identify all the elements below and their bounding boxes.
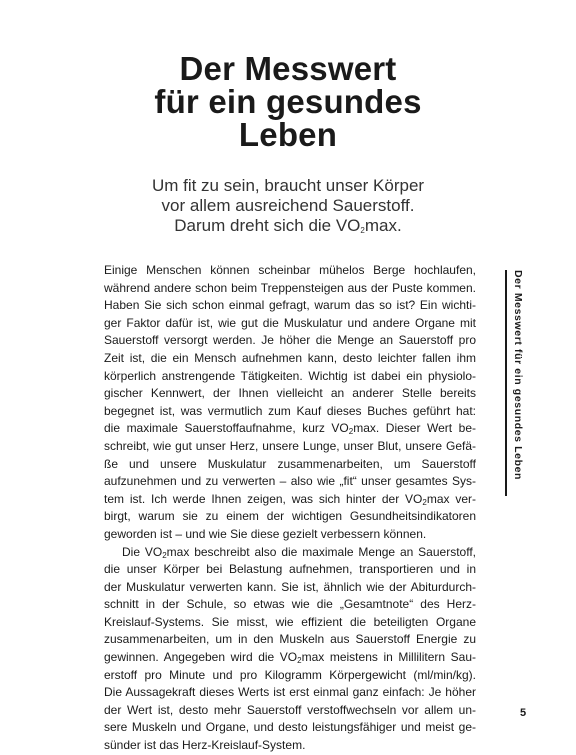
body-line [104,508,476,526]
body-text-segment: gewinnen. Angegeben wird die VO [104,650,298,665]
body-line [104,385,476,403]
body-text-segment: Die Aussagekraft dieses Werts ist erst einmal ganz einfach: Je höher [104,685,476,700]
running-head [508,270,528,500]
subscript: 2 [360,226,365,235]
body-text-segment: schreibt, wie gut unser Herz, unsere Lunge, unser Blut, unsere Gefä- [104,438,476,453]
body-text-segment: max beschreibt also die maximale Menge an Sauerstoff, [166,544,476,559]
body-text-segment: der Wert ist, desto mehr Sauerstoff verstoffwechseln vor allem un- [104,702,476,717]
running-head-text: Der Messwert für ein gesundes Leben [512,270,524,481]
body-text-segment: erstoff pro Minute und pro Kilogramm Körpergewicht (ml/min/kg). [104,667,476,682]
body-text-segment: sere Muskeln und Organe, und desto leistungsfähiger und meist ge- [104,720,476,735]
body-text-segment: zusammenarbeiten, um in den Muskeln aus Sauerstoff Energie zu [104,632,476,647]
body-line [104,719,476,737]
body-text-segment: max. Dieser Wert be- [353,421,477,436]
running-head-rule [505,270,507,496]
body-line [104,544,476,562]
subtitle-line: vor allem ausreichend Sauerstoff. [161,196,415,215]
subscript: 2 [162,550,167,560]
subtitle [0,176,576,236]
body-text-segment: tem ist. Ich werde Ihnen zeigen, was sich hinter der VO [104,491,423,506]
body-line [104,614,476,632]
body-line [104,684,476,702]
body-line [104,491,476,509]
body-text-segment: Sauerstoff versorgt werden. Je höher die Menge an Sauerstoff pro [104,333,476,348]
body-line [104,262,476,280]
body-text-segment: sünder ist das Herz-Kreislauf-System. [104,738,306,753]
body-text-segment: gischer Kennwert, der Ihnen vielleicht an anderer Stelle bereits [104,386,476,401]
body-line [104,737,476,755]
body-line [104,297,476,315]
body-text-segment: Kreislauf-Systems. Sie misst, wie effizient die beteiligten Organe [104,614,476,629]
title-line: Leben [238,116,338,153]
body-line [104,315,476,333]
body-line [104,473,476,491]
body-line [104,438,476,456]
body-line [104,579,476,597]
body-text-segment: max meistens in Millilitern Sau- [301,650,476,665]
body-text-segment: geworden ist – und wie Sie diese gezielt verbessern können. [104,526,427,541]
body-line [104,368,476,386]
body-text-segment: Die VO [122,544,163,559]
body-line [104,280,476,298]
body-text-segment: aufzunehmen und zu verwerten – also wie „fit“ unser gesamtes Sys- [104,474,476,489]
body-text-segment: Haben Sie sich schon einmal gefragt, warum das so ist? Ein wichti- [104,298,476,313]
subscript: 2 [297,656,302,666]
subscript: 2 [422,497,427,507]
body-text-segment: die unser Körper bei Belastung aufnehmen, transportieren und in [104,562,476,577]
body-line [104,561,476,579]
body-text-segment: schnitt in der Schule, so etwas wie die „Gesamtnote“ des Herz- [104,597,476,612]
body-line [104,596,476,614]
subtitle-line [0,216,576,236]
page-title [0,52,576,151]
body-text-segment: die maximale Sauerstoffaufnahme, kurz VO [104,421,349,436]
body-line [104,350,476,368]
body-text-segment: ger Faktor dafür ist, wie gut die Muskulatur und andere Organe mit [104,315,476,330]
subscript: 2 [348,427,354,437]
body-text-segment: der Muskulatur verwerten kann. Sie ist, ähnlich wie der Abiturdurch- [104,579,476,594]
body-line [104,332,476,350]
body-text-segment: Zeit ist, die ein Mensch aufnehmen kann, desto leichter fallen ihm [104,350,476,365]
body-text-segment: während andere schon beim Treppensteigen aus der Puste kommen. [104,280,476,295]
body-line [104,667,476,685]
body-line [104,702,476,720]
body-line [104,649,476,667]
body-line [104,526,476,544]
subtitle-line: Um fit zu sein, braucht unser Körper [151,176,425,195]
title-line: für ein gesundes [154,83,422,120]
subtitle-text: Darum dreht sich die VO [174,216,361,235]
page-number: 5 [520,707,527,719]
body-text-segment: max ver- [426,491,476,506]
body-text-segment: körperlich anstrengende Tätigkeiten. Wichtig ist dabei ein physiolo- [104,368,476,383]
body-text-segment: ße und unsere Muskulatur zusammenarbeiten, um Sauerstoff [104,456,476,471]
body-line [104,456,476,474]
body-text-segment: begegnet ist, was vermutlich zum Kauf dieses Buches geführt hat: [104,403,476,418]
body-text [104,262,476,755]
body-text-segment: birgt, warum sie zu einem der wichtigen Gesundheitsindikatoren [104,509,476,524]
body-text-segment: Einige Menschen können scheinbar mühelos Berge hochlaufen, [104,263,476,277]
body-line [104,403,476,421]
body-line [104,631,476,649]
body-line [104,420,476,438]
subtitle-text: max. [364,216,402,235]
title-line: Der Messwert [179,50,397,87]
